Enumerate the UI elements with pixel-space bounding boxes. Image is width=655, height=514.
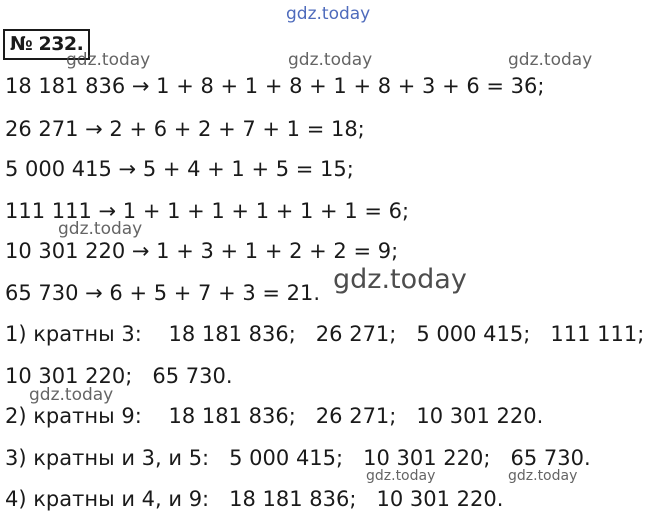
watermark: gdz.today: [58, 219, 143, 239]
answer-line-divisible-by-3: 1) кратны 3: 18 181 836; 26 271; 5 000 415; 111 111;: [5, 322, 645, 346]
answer-line-divisible-by-3-continued: 10 301 220; 65 730.: [5, 364, 233, 388]
watermark: gdz.today: [66, 50, 151, 70]
answer-line-divisible-by-3-and-5: 3) кратны и 3, и 5: 5 000 415; 10 301 220; 65 730.: [5, 446, 591, 470]
digit-sum-line-6: 65 730 → 6 + 5 + 7 + 3 = 21.: [5, 281, 321, 305]
answer-line-divisible-by-4-and-9: 4) кратны и 4, и 9: 18 181 836; 10 301 220.: [5, 487, 504, 511]
watermark: gdz.today: [508, 50, 593, 70]
watermark: gdz.today: [288, 50, 373, 70]
watermark: gdz.today: [508, 468, 578, 484]
digit-sum-line-1: 18 181 836 → 1 + 8 + 1 + 8 + 1 + 8 + 3 + 6 = 36;: [5, 74, 545, 98]
digit-sum-line-5: 10 301 220 → 1 + 3 + 1 + 2 + 2 = 9;: [5, 239, 399, 263]
digit-sum-line-2: 26 271 → 2 + 6 + 2 + 7 + 1 = 18;: [5, 117, 365, 141]
watermark: gdz.today: [29, 385, 114, 405]
watermark-top: gdz.today: [286, 4, 371, 24]
digit-sum-line-3: 5 000 415 → 5 + 4 + 1 + 5 = 15;: [5, 157, 354, 181]
watermark-large: gdz.today: [333, 264, 467, 295]
problem-number: № 232.: [3, 29, 90, 60]
watermark: gdz.today: [366, 468, 436, 484]
digit-sum-line-4: 111 111 → 1 + 1 + 1 + 1 + 1 + 1 = 6;: [5, 199, 410, 223]
answer-line-divisible-by-9: 2) кратны 9: 18 181 836; 26 271; 10 301 220.: [5, 404, 544, 428]
